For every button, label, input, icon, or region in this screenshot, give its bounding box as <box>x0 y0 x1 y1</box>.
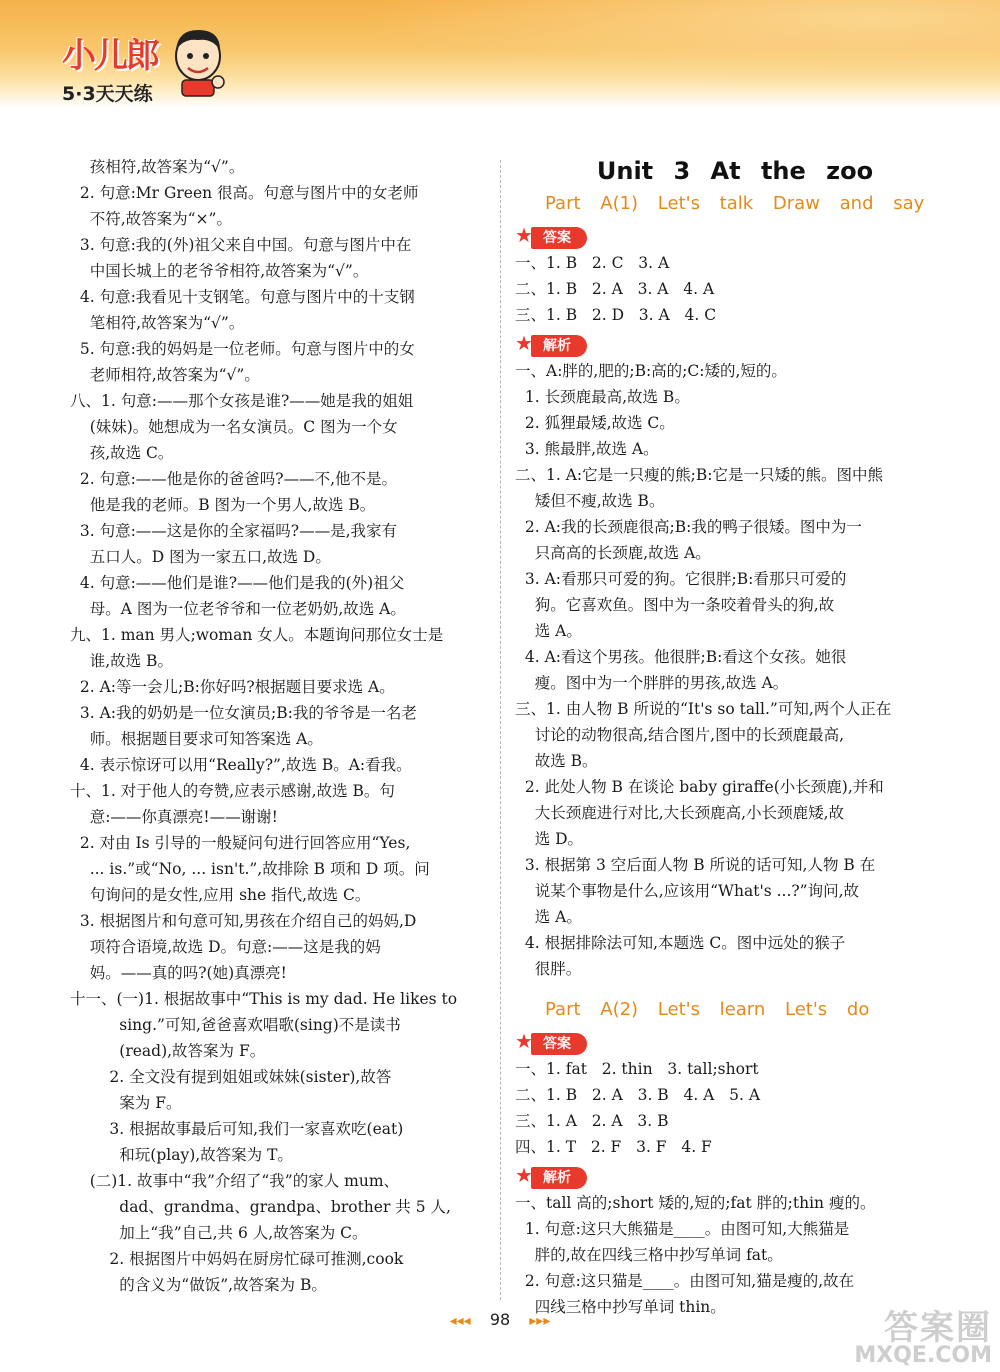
text-line: 不符,故答案为“×”。 <box>70 210 232 228</box>
text-line: 狗。它喜欢鱼。图中为一条咬着骨头的狗,故 <box>515 596 835 614</box>
text-line: 2. 对由 Is 引导的一般疑问句进行回答应用“Yes, <box>70 834 411 852</box>
text-line: 一、tall 高的;short 矮的,短的;fat 胖的;thin 瘦的。 <box>515 1194 876 1212</box>
text-line: 孩相符,故答案为“√”。 <box>70 158 245 176</box>
text-line: 3. A:看那只可爱的狗。它很胖;B:看那只可爱的 <box>515 570 847 588</box>
text-line: 3. A:我的奶奶是一位女演员;B:我的爷爷是一名老 <box>70 704 417 722</box>
text-line: 3. 熊最胖,故选 A。 <box>515 440 659 458</box>
part-title-a1: Part A(1) Let's talk Draw and say <box>545 193 925 214</box>
text-line: 4. 句意:我看见十支钢笔。句意与图片中的十支钢 <box>70 288 415 306</box>
logo-sub-text: 5·3天天练 <box>62 83 153 105</box>
text-line: 3. 句意:我的(外)祖父来自中国。句意与图片中在 <box>70 236 412 254</box>
logo-main-text: 小儿郎 <box>62 36 158 76</box>
text-line: 2. 全文没有提到姐姐或妹妹(sister),故答 <box>70 1068 392 1086</box>
text-line: 很胖。 <box>515 960 582 978</box>
analysis-tag-label: 解析 <box>531 335 587 357</box>
star-icon: ★ <box>515 223 533 247</box>
text-line: (read),故答案为 F。 <box>70 1042 266 1060</box>
text-line: 三、1. A 2. A 3. B <box>515 1112 669 1130</box>
watermark <box>854 1300 992 1368</box>
text-line: 只高高的长颈鹿,故选 A。 <box>515 544 711 562</box>
page-footer <box>0 1310 1000 1329</box>
text-line: 大长颈鹿进行对比,大长颈鹿高,小长颈鹿矮,故 <box>515 804 844 822</box>
text-line: 5. 句意:我的妈妈是一位老师。句意与图片中的女 <box>70 340 415 358</box>
text-line: 母。A 图为一位老爷爷和一位老奶奶,故选 A。 <box>70 600 406 618</box>
text-line: 和玩(play),故答案为 T。 <box>70 1146 293 1164</box>
text-line: 四、1. T 2. F 3. F 4. F <box>515 1138 712 1156</box>
text-line: sing.”可知,爸爸喜欢唱歌(sing)不是读书 <box>70 1016 401 1034</box>
text-line: 讨论的动物很高,结合图片,图中的长颈鹿最高, <box>515 726 844 744</box>
text-line: 十、1. 对于他人的夸赞,应表示感谢,故选 B。句 <box>70 782 395 800</box>
text-line: dad、grandma、grandpa、brother 共 5 人, <box>70 1198 451 1216</box>
mascot-boy-icon <box>168 26 228 98</box>
text-line: 瘦。图中为一个胖胖的男孩,故选 A。 <box>515 674 789 692</box>
text-line: 4. 表示惊讶可以用“Really?”,故选 B。A:看我。 <box>70 756 412 774</box>
left-column <box>70 154 490 1298</box>
text-line: 意:——你真漂亮!——谢谢! <box>70 808 278 826</box>
part2-answers <box>515 1056 935 1160</box>
part-title-a2: Part A(2) Let's learn Let's do <box>545 999 870 1020</box>
text-line: 妈。——真的吗?(她)真漂亮! <box>70 964 287 982</box>
text-line: 1. 长颈鹿最高,故选 B。 <box>515 388 690 406</box>
text-line: 句询问的是女性,应用 she 指代,故选 C。 <box>70 886 371 904</box>
answer-tag-label: 答案 <box>531 227 587 249</box>
next-arrows-icon: ▸▸▸ <box>529 1313 551 1329</box>
unit-title: Unit 3 At the zoo <box>596 157 874 185</box>
text-line: 4. 句意:——他们是谁?——他们是我的(外)祖父 <box>70 574 405 592</box>
text-line: 3. 根据图片和句意可知,男孩在介绍自己的妈妈,D <box>70 912 417 930</box>
right-column <box>515 154 935 1320</box>
text-line: 一、1. B 2. C 3. A <box>515 254 670 272</box>
text-line: 二、1. B 2. A 3. B 4. A 5. A <box>515 1086 761 1104</box>
text-line: 三、1. B 2. D 3. A 4. C <box>515 306 717 324</box>
watermark-bottom: MXQE.COM <box>854 1343 992 1368</box>
text-line: 笔相符,故答案为“√”。 <box>70 314 245 332</box>
text-line: 项符合语境,故选 D。句意:——这是我的妈 <box>70 938 381 956</box>
text-line: 一、A:胖的,肥的;B:高的;C:矮的,短的。 <box>515 362 787 380</box>
text-line: 2. A:我的长颈鹿很高;B:我的鸭子很矮。图中为一 <box>515 518 862 536</box>
text-line: 1. 句意:这只大熊猫是____。由图可知,大熊猫是 <box>515 1220 850 1238</box>
text-line: 师。根据题目要求可知答案选 A。 <box>70 730 323 748</box>
text-line: 3. 句意:——这是你的全家福吗?——是,我家有 <box>70 522 398 540</box>
watermark-top: 答案圈 <box>884 1308 992 1348</box>
text-line: 2. 句意:Mr Green 很高。句意与图片中的女老师 <box>70 184 419 202</box>
text-line: 二、1. A:它是一只瘦的熊;B:它是一只矮的熊。图中熊 <box>515 466 883 484</box>
text-line: 3. 根据第 3 空后面人物 B 所说的话可知,人物 B 在 <box>515 856 876 874</box>
prev-arrows-icon: ◂◂◂ <box>449 1313 471 1329</box>
text-line: 四线三格中抄写单词 thin。 <box>515 1298 726 1316</box>
star-icon: ★ <box>515 1163 533 1187</box>
text-line: (妹妹)。她想成为一名女演员。C 图为一个女 <box>70 418 398 436</box>
text-line: 选 A。 <box>515 908 582 926</box>
text-line: 的含义为“做饭”,故答案为 B。 <box>70 1276 327 1294</box>
text-line: 三、1. 由人物 B 所说的“It's so tall.”可知,两个人正在 <box>515 700 892 718</box>
text-line: 2. 狐狸最矮,故选 C。 <box>515 414 675 432</box>
text-line: 矮但不瘦,故选 B。 <box>515 492 665 510</box>
text-line: 选 A。 <box>515 622 582 640</box>
text-line: ... is.”或“No, ... isn't.”,故排除 B 项和 D 项。问 <box>70 860 430 878</box>
text-line: 2. 句意:这只猫是____。由图可知,猫是瘦的,故在 <box>515 1272 855 1290</box>
text-line: 十一、(一)1. 根据故事中“This is my dad. He likes to <box>70 990 458 1008</box>
text-line: 八、1. 句意:——那个女孩是谁?——她是我的姐姐 <box>70 392 414 410</box>
part1-analysis <box>515 358 935 982</box>
text-line: 二、1. B 2. A 3. A 4. A <box>515 280 715 298</box>
answer-tag <box>515 1030 587 1052</box>
text-line: 五口人。D 图为一家五口,故选 D。 <box>70 548 331 566</box>
header-banner <box>0 0 1000 108</box>
brand-logo <box>62 28 158 106</box>
text-line: (二)1. 故事中“我”介绍了“我”的家人 mum、 <box>70 1172 400 1190</box>
text-line: 3. 根据故事最后可知,我们一家喜欢吃(eat) <box>70 1120 404 1138</box>
text-line: 选 D。 <box>515 830 584 848</box>
text-line: 中国长城上的老爷爷相符,故答案为“√”。 <box>70 262 369 280</box>
star-icon: ★ <box>515 1029 533 1053</box>
text-line: 胖的,故在四线三格中抄写单词 fat。 <box>515 1246 783 1264</box>
text-line: 4. A:看这个男孩。他很胖;B:看这个女孩。她很 <box>515 648 847 666</box>
page-number: 98 <box>489 1310 511 1329</box>
text-line: 孩,故选 C。 <box>70 444 174 462</box>
banner-glow <box>360 0 1000 90</box>
text-line: 2. 句意:——他是你的爸爸吗?——不,他不是。 <box>70 470 398 488</box>
text-line: 他是我的老师。B 图为一个男人,故选 B。 <box>70 496 376 514</box>
text-line: 2. 此处人物 B 在谈论 baby giraffe(小长颈鹿),并和 <box>515 778 884 796</box>
text-line: 2. A:等一会儿;B:你好吗?根据题目要求选 A。 <box>70 678 395 696</box>
column-divider <box>500 160 501 1300</box>
text-line: 故选 B。 <box>515 752 598 770</box>
star-icon: ★ <box>515 331 533 355</box>
text-line: 老师相符,故答案为“√”。 <box>70 366 260 384</box>
text-line: 九、1. man 男人;woman 女人。本题询问那位女士是 <box>70 626 444 644</box>
answer-tag-label: 答案 <box>531 1033 587 1055</box>
text-line: 2. 根据图片中妈妈在厨房忙碌可推测,cook <box>70 1250 404 1268</box>
answer-tag <box>515 224 587 246</box>
part1-answers <box>515 250 935 328</box>
analysis-tag <box>515 1164 587 1186</box>
analysis-tag-label: 解析 <box>531 1167 587 1189</box>
text-line: 谁,故选 B。 <box>70 652 173 670</box>
text-line: 说某个事物是什么,应该用“What's ...?”询问,故 <box>515 882 860 900</box>
text-line: 一、1. fat 2. thin 3. tall;short <box>515 1060 759 1078</box>
text-line: 案为 F。 <box>70 1094 182 1112</box>
text-line: 加上“我”自己,共 6 人,故答案为 C。 <box>70 1224 368 1242</box>
text-line: 4. 根据排除法可知,本题选 C。图中远处的猴子 <box>515 934 846 952</box>
analysis-tag <box>515 332 587 354</box>
